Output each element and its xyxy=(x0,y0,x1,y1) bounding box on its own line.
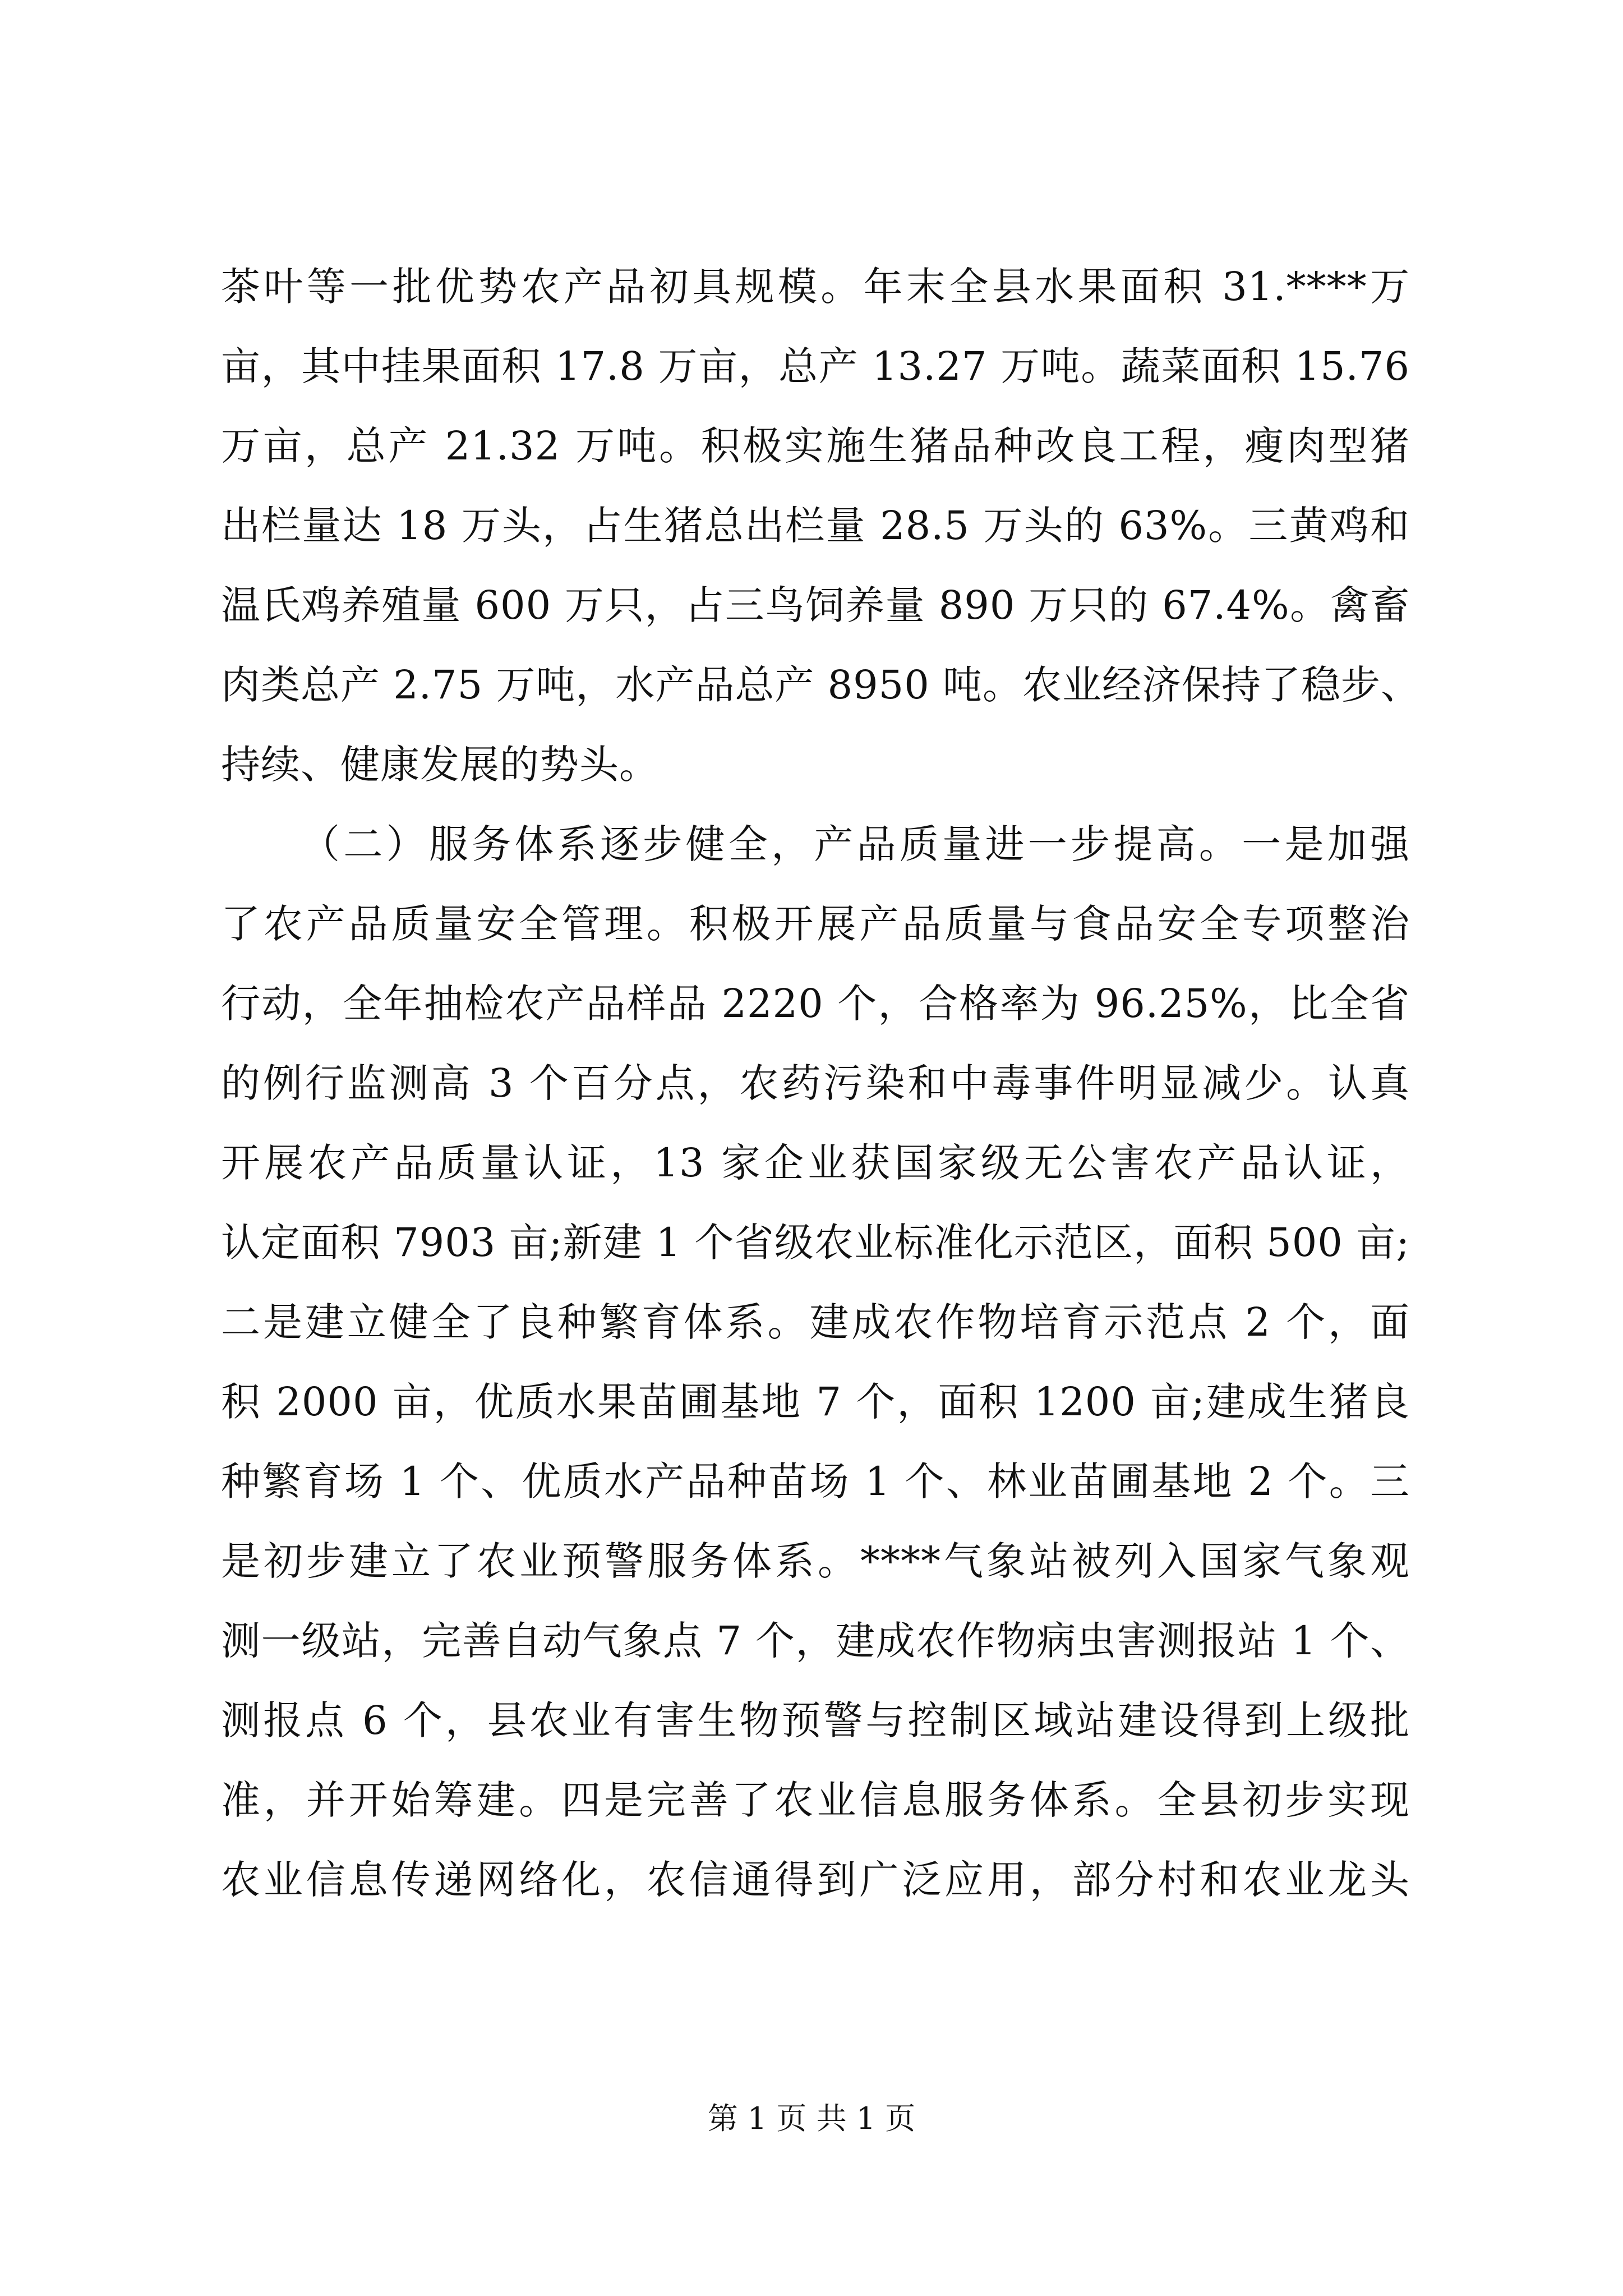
text-line: 茶叶等一批优势农产品初具规模。年末全县水果面积 31.****万 xyxy=(221,264,1410,310)
text-line: 的例行监测高 3 个百分点，农药污染和中毒事件明显减少。认真 xyxy=(221,1060,1410,1106)
text-line: 测报点 6 个，县农业有害生物预警与控制区域站建设得到上级批 xyxy=(221,1697,1410,1743)
body-text xyxy=(221,247,1421,1920)
text-line: 开展农产品质量认证，13 家企业获国家级无公害农产品认证， xyxy=(221,1140,1410,1186)
text-line: 行动，全年抽检农产品样品 2220 个，合格率为 96.25%，比全省 xyxy=(221,981,1410,1027)
text-line: 出栏量达 18 万头，占生猪总出栏量 28.5 万头的 63%。三黄鸡和 xyxy=(221,503,1410,549)
text-line: 二是建立健全了良种繁育体系。建成农作物培育示范点 2 个，面 xyxy=(221,1299,1410,1345)
text-line: 肉类总产 2.75 万吨，水产品总产 8950 吨。农业经济保持了稳步、 xyxy=(221,662,1421,708)
text-line: 准，并开始筹建。四是完善了农业信息服务体系。全县初步实现 xyxy=(221,1777,1410,1823)
text-line: 是初步建立了农业预警服务体系。****气象站被列入国家气象观 xyxy=(221,1538,1410,1584)
page-number-label: 第 1 页 共 1 页 xyxy=(707,2101,916,2136)
text-line: 万亩，总产 21.32 万吨。积极实施生猪品种改良工程，瘦肉型猪 xyxy=(221,423,1410,469)
text-line: 农业信息传递网络化，农信通得到广泛应用，部分村和农业龙头 xyxy=(221,1857,1410,1903)
text-line: 积 2000 亩，优质水果苗圃基地 7 个，面积 1200 亩;建成生猪良 xyxy=(221,1379,1410,1425)
text-line: 测一级站，完善自动气象点 7 个，建成农作物病虫害测报站 1 个、 xyxy=(221,1618,1410,1664)
text-line: 种繁育场 1 个、优质水产品种苗场 1 个、林业苗圃基地 2 个。三 xyxy=(221,1458,1410,1504)
section-heading-line: （二）服务体系逐步健全，产品质量进一步提高。一是加强 xyxy=(301,821,1410,867)
text-line: 持续、健康发展的势头。 xyxy=(221,742,659,788)
text-line: 温氏鸡养殖量 600 万只，占三鸟饲养量 890 万只的 67.4%。禽畜 xyxy=(221,582,1410,628)
text-line: 了农产品质量安全管理。积极开展产品质量与食品安全专项整治 xyxy=(221,901,1410,947)
text-line: 认定面积 7903 亩;新建 1 个省级农业标准化示范区，面积 500 亩; xyxy=(221,1220,1410,1266)
text-line: 亩，其中挂果面积 17.8 万亩，总产 13.27 万吨。蔬菜面积 15.76 xyxy=(221,343,1410,389)
page-footer xyxy=(0,2099,1623,2138)
